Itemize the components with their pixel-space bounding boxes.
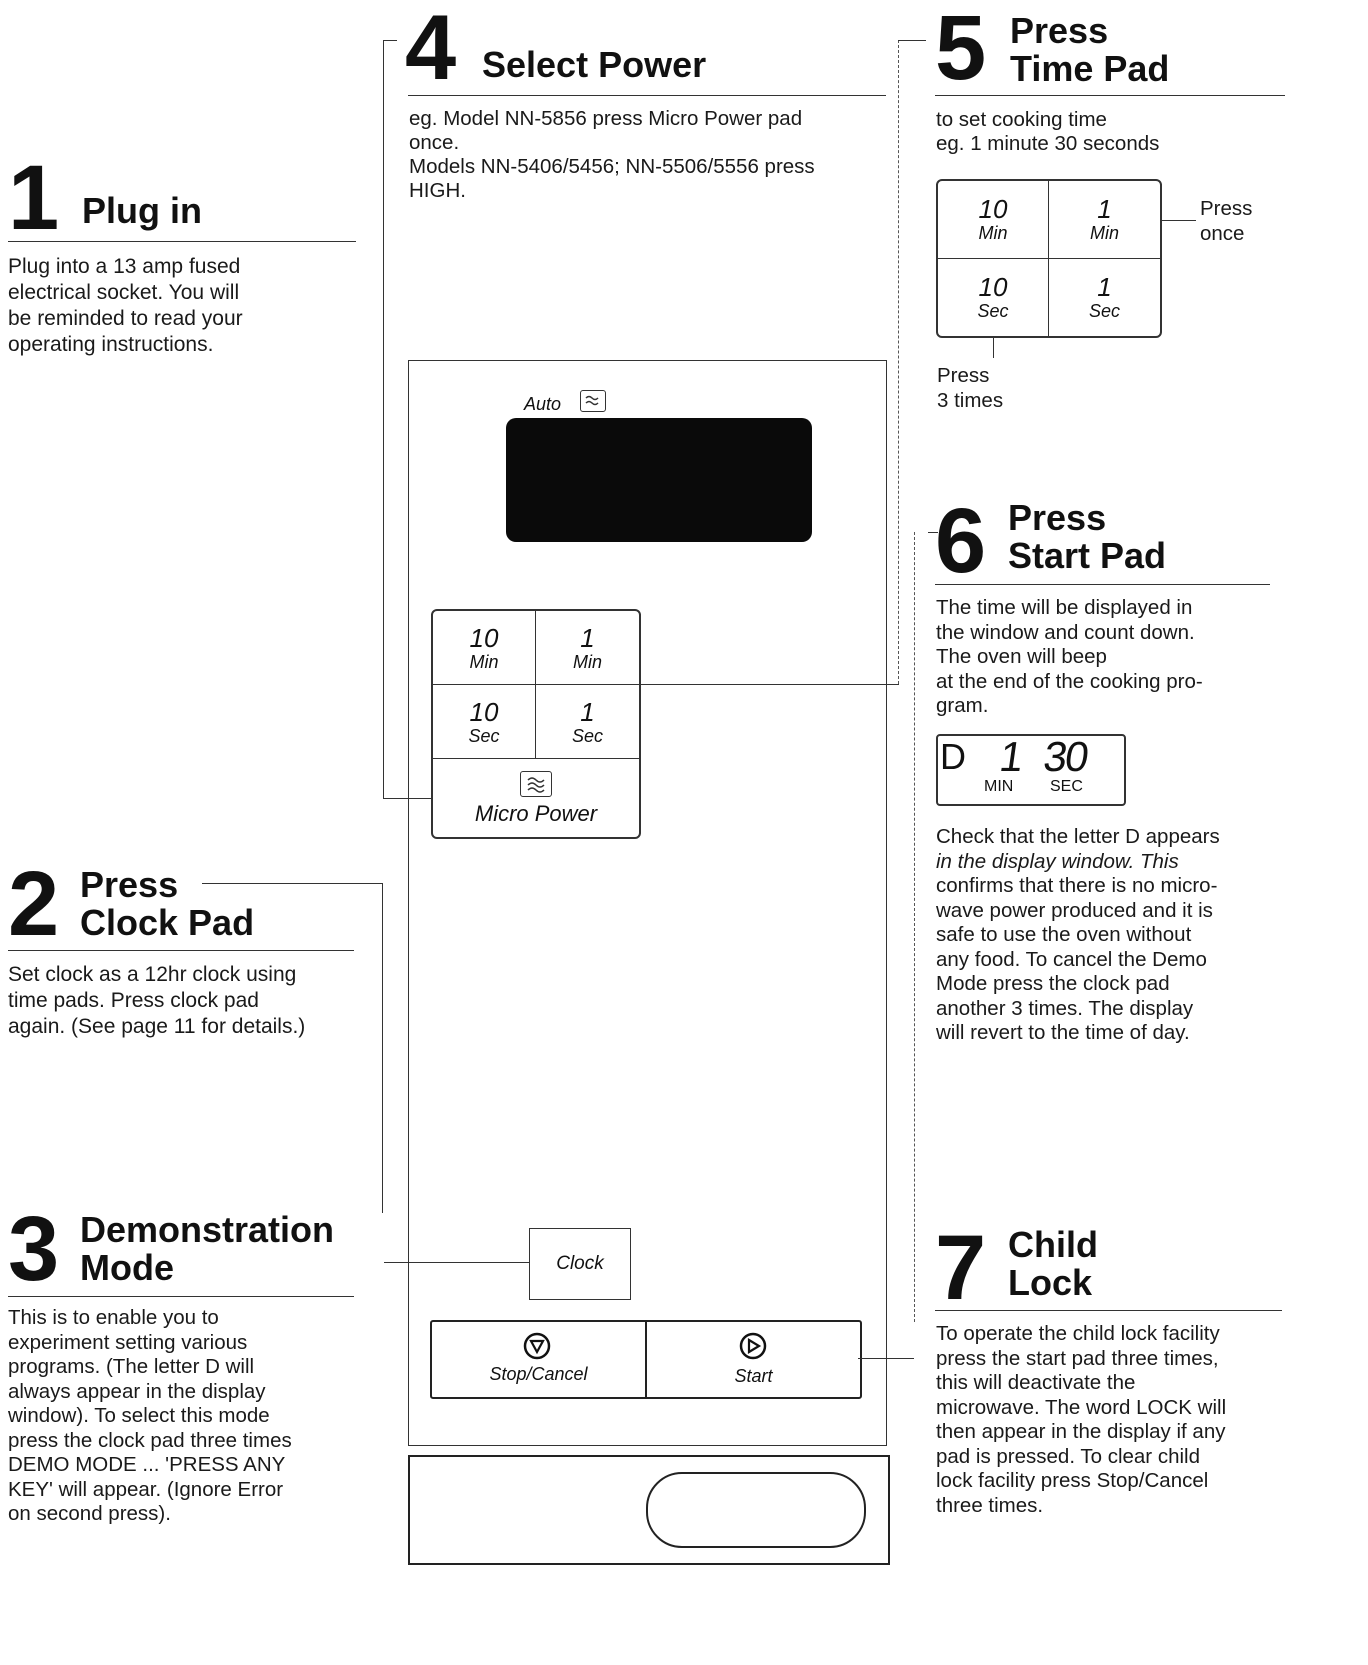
step-6-connector-vertical [914,532,915,1322]
micro-power-icon [520,771,552,797]
time-pad-diagram [936,179,1162,338]
step-1-body: Plug into a 13 amp fused electrical socket. You will be reminded to read your operating instructions. [8,255,243,356]
step-2-rule [8,950,354,951]
press-once-label: Press once [1200,197,1253,245]
step-5-connector-top [898,40,926,41]
step-6-body: The time will be displayed in the window and count down. The oven will beep at the end of the cooking pro- gram. [936,596,1203,717]
one-min-pad[interactable]: 1 Min [1049,181,1160,259]
step-3-rule [8,1296,354,1297]
step-6-connector-top [928,532,938,533]
ten-sec-pad[interactable]: 10 Sec [938,259,1049,337]
display-window [506,418,812,542]
step-2-title: Press Clock Pad [80,864,255,943]
step-5-body: to set cooking time eg. 1 minute 30 seconds [936,108,1160,155]
step-7-rule [935,1310,1282,1311]
start-icon [739,1332,767,1360]
stop-cancel-label: Stop/Cancel [489,1364,588,1384]
step-6-body-2: Check that the letter D appears in the display window. This confirms that there is no micro- wave power produced and it is safe to use the oven without any food. To cancel the Demo Mode press the clock pad another 3 times. The display will revert to the time of day. [936,825,1220,1044]
panel-ten-min-pad[interactable]: 10 Min [433,611,536,685]
step-4-connector-top [383,40,397,41]
auto-label: Auto [524,394,562,414]
press-3-times-leader [993,336,994,358]
step-7-connector [858,1358,914,1359]
press-once-leader [1160,220,1196,221]
demo-display-window [936,734,1126,806]
step-4-connector-bottom [383,798,431,799]
step-4-connector-vertical [383,40,384,798]
press-3-times-label: Press 3 times [937,364,1004,412]
demo-sec-label: SEC [1050,778,1083,795]
step-1-title: Plug in [82,190,202,231]
demo-minutes: 1 [996,733,1027,780]
step-7-title: Child Lock [1008,1224,1098,1303]
start-label: Start [734,1366,773,1386]
step-5-title: Press Time Pad [1010,10,1170,89]
start-button[interactable] [647,1322,860,1397]
stop-cancel-button[interactable] [432,1322,647,1397]
panel-one-min-pad[interactable]: 1 Min [536,611,639,685]
panel-one-sec-pad[interactable]: 1 Sec [536,685,639,759]
step-6-rule [935,584,1270,585]
panel-ten-sec-pad[interactable]: 10 Sec [433,685,536,759]
step-5-connector-bottom [637,684,899,685]
micro-power-label: Micro Power [474,801,598,826]
ten-min-pad[interactable]: 10 Min [938,181,1049,259]
step-3-number: 3 [8,1198,60,1300]
door-release-button[interactable] [646,1472,866,1548]
step-3-body: This is to enable you to experiment setting various programs. (The letter D will always appear in the display window). To select this mode press the clock pad three times DEMO MODE ... 'PRESS ANY KEY' will appear. (Ignore Error on second press). [8,1306,292,1525]
panel-keypad [431,609,641,839]
step-2-number: 2 [8,853,60,955]
demo-min-label: MIN [984,778,1014,795]
step-2-body: Set clock as a 12hr clock using time pads. Press clock pad again. (See page 11 for details.) [8,963,306,1038]
step-3-title: Demonstration Mode [80,1209,335,1288]
demo-seconds: 30 [1040,733,1091,780]
step-2-connector-vertical [382,883,383,1213]
step-5-connector-vertical [898,40,899,684]
stop-start-bar [430,1320,862,1399]
demo-letter-d: D [940,736,966,777]
step-7-number: 7 [935,1217,987,1319]
step-5-rule [935,95,1285,96]
step-3-connector [384,1262,529,1263]
step-4-number: 4 [405,0,457,99]
clock-pad[interactable] [529,1228,631,1300]
step-7-body: To operate the child lock facility press the start pad three times, this will deactivate the microwave. The word LOCK will then appear in the display if any pad is pressed. To clear child lock facility press Stop/Cancel three times. [936,1322,1227,1517]
step-4-rule [408,95,886,96]
step-4-title: Select Power [482,44,707,85]
one-sec-pad[interactable]: 1 Sec [1088,272,1121,322]
step-1-rule [8,241,356,242]
step-1-number: 1 [8,147,60,249]
stop-cancel-icon [523,1332,551,1360]
auto-icon [580,390,606,412]
clock-label: Clock [556,1253,604,1274]
micro-power-pad[interactable] [433,759,639,835]
step-6-number: 6 [935,490,987,592]
step-2-connector-top [202,883,382,884]
step-4-body: eg. Model NN-5856 press Micro Power pad once. Models NN-5406/5456; NN-5506/5556 press HIGH. [409,107,815,202]
step-6-title: Press Start Pad [1008,497,1167,576]
step-5-number: 5 [935,0,987,99]
